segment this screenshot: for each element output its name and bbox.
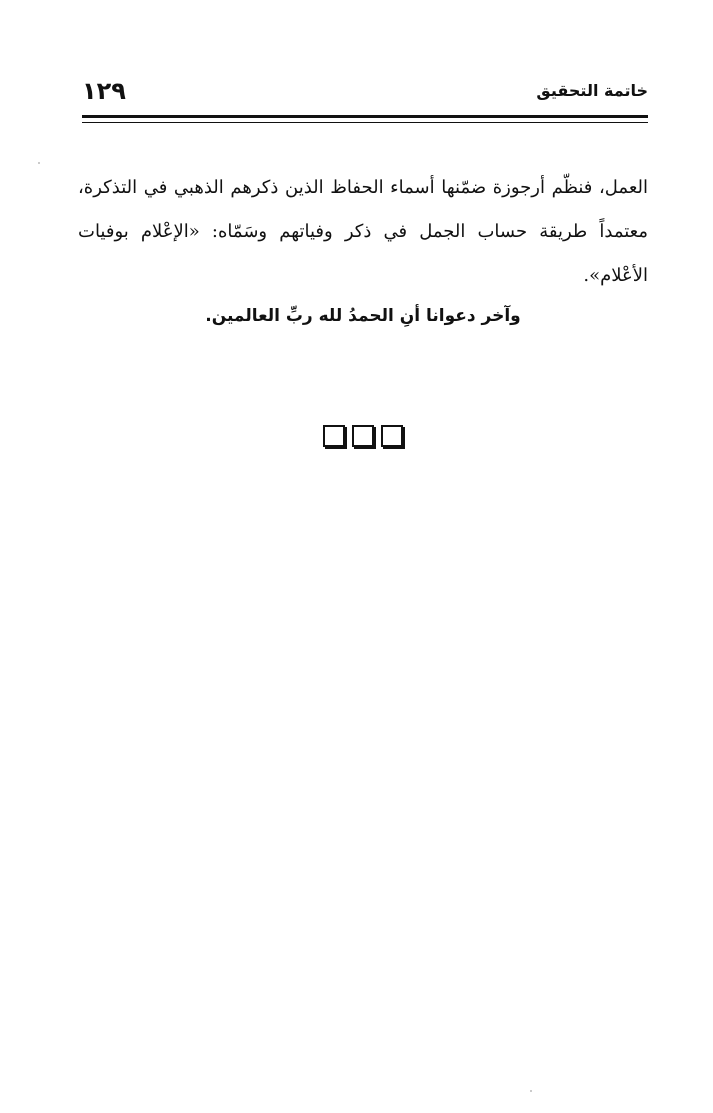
ornament-square-icon (352, 425, 374, 447)
page-number: ١٢٩ (82, 77, 126, 105)
running-title: خاتمة التحقيق (536, 81, 648, 100)
ornament-square-icon (323, 425, 345, 447)
header-rule-thick (82, 115, 648, 118)
header-rule-thin (82, 122, 648, 123)
scan-speck (38, 162, 40, 164)
body-paragraph: العمل، فنظّم أرجوزة ضمّنها أسماء الحفاظ الذين ذكرهم الذهبي في التذكرة، معتمداً طريقة حساب الجمل في ذكر وفياتهم وسَمّاه: «الإعْلام بوفيات الأعْلام». (78, 177, 648, 286)
ornament-square-icon (381, 425, 403, 447)
closing-line: وآخر دعوانا أنِ الحمدُ لله ربِّ العالمين. (205, 306, 521, 326)
section-end-ornament (318, 425, 408, 449)
page-header (82, 76, 648, 106)
scan-speck (530, 1090, 532, 1092)
